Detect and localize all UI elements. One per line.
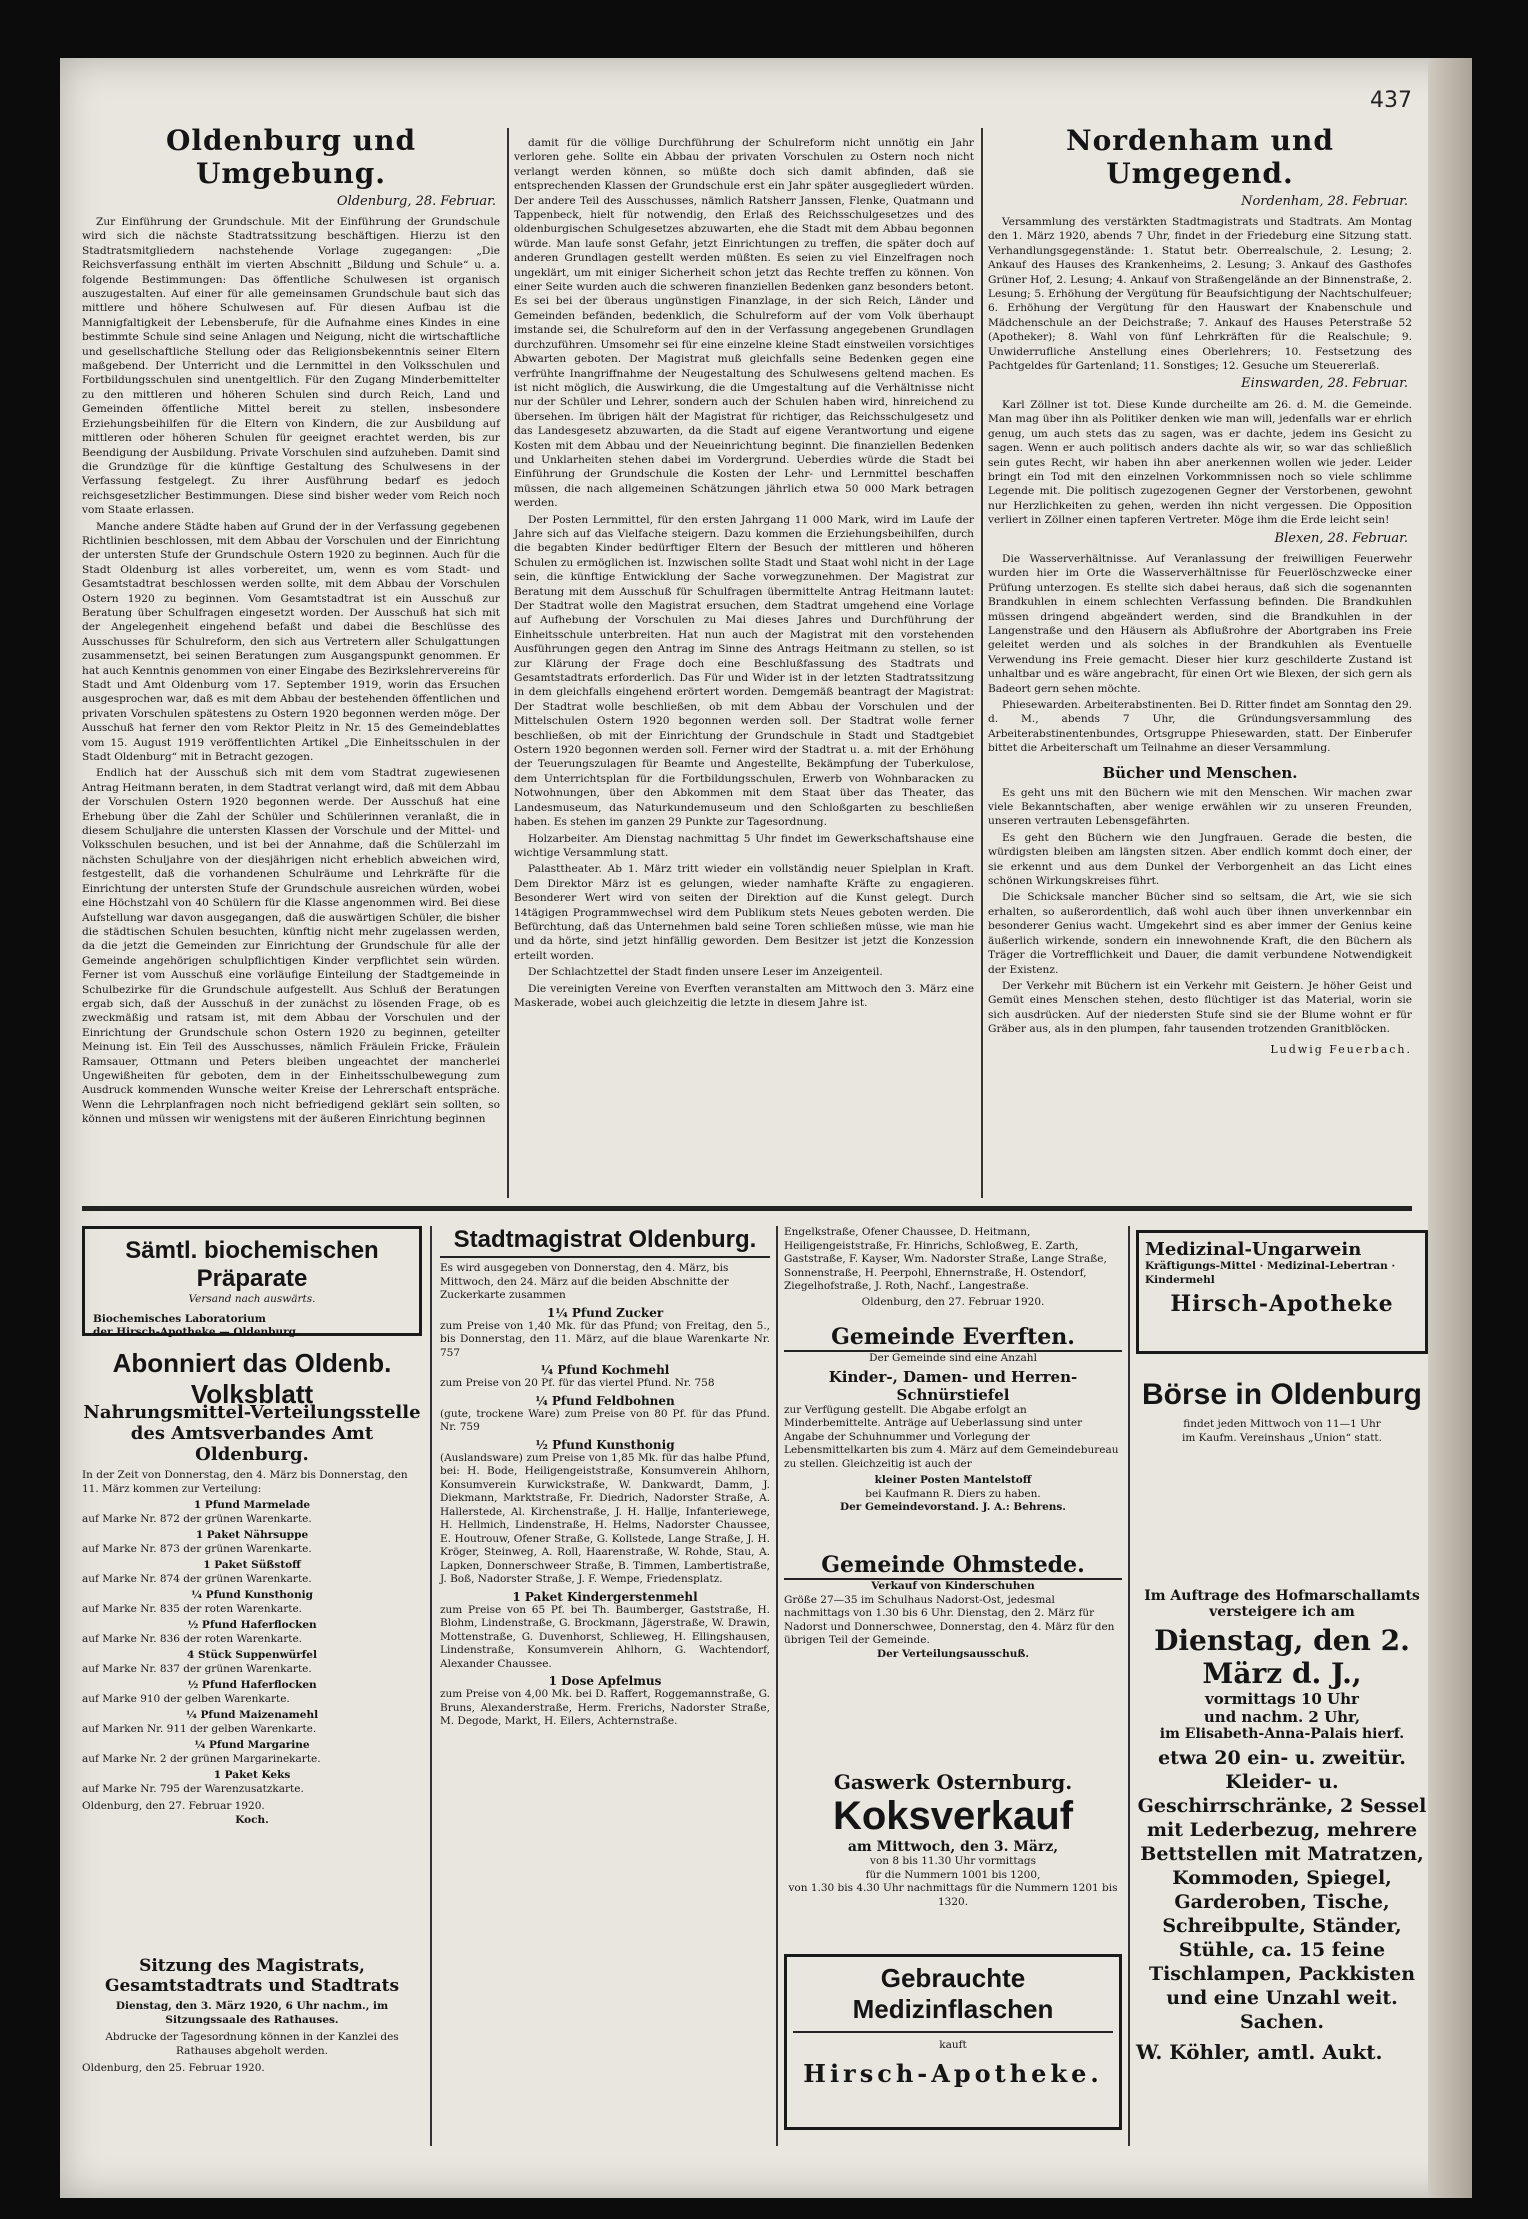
ration-item [82, 1769, 422, 1796]
section-title-nordenham: Nordenham und Umgegend. [1066, 124, 1334, 190]
magistrat-item-quantity: ¼ Pfund Feldbohnen [535, 1393, 675, 1408]
ration-item-name: 1 Paket Süßstoff [203, 1559, 301, 1571]
ration-item [82, 1559, 422, 1586]
ration-item [82, 1649, 422, 1676]
ads-divider [82, 1206, 1412, 1211]
ration-item-name: 1 Pfund Marmelade [193, 1499, 311, 1511]
magistrat-item [440, 1590, 770, 1672]
ration-item-name: 4 Stück Suppenwürfel [187, 1649, 317, 1661]
paragraph: Versammlung des verstärkten Stadtmagistrats und Stadtrats. Am Montag den 1. März 1920, abends 7 Uhr, findet in der Friedeburg eine Sitzung statt. Verhandlungsgegenstände: 1. Statut betr. Oberrealschule, 2. Lesung; 2. Ankauf des Hauses des Krankenheims, 2. Lesung; 3. Ankauf des Gasthofes Grüner Hof, 2. Lesung; 4. Ankauf von Straßengelände an der Binnenstraße, 2. Lesung; 5. Erhöhung der Vergütung für Beaufsichtigung der Nachtschulfeuer; 6. Erhöhung der Vergütung für den Hauswart der Knabenschule und Mädchenschule an der Deichstraße; 7. Ankauf des Hauses Peterstraße 52 (Apotheker); 8. Wahl von fünf Lehrkräften für die Realschule; 9. Unwiderrufliche Anstellung eines Oberlehrers; 10. Festsetzung des Pachtgeldes für Gartenland; 11. Sonstiges; 12. Gesuche um Steuererlaß. [988, 216, 1412, 373]
paragraph: Manche andere Städte haben auf Grund der in der Verfassung gegebenen Richtlinien beschlossen, mit dem Abbau der Vorschulen und der Einrichtung der untersten Stufe der Grundschule Ostern 1920 zu beginnen. Auch für die Stadt Oldenburg ist alles vorbereitet, um, wenn es vom Stadt- und Gesamtstadtrat beschlossen werden sollte, mit dem Abbau der Vorschulen Ostern 1920 zu beginnen. Vom Gesamtstadtrat ist ein Ausschuß zur Beratung über Schulfragen eingesetzt worden. Der Ausschuß hat sich mit der Angelegenheit eingehend befaßt und dabei die Beschlüsse des Ausschusses für Schulreform, den sich aus Vertretern aller Schulgattungen zusammensetzt, bei seinen Beratungen zum Ausgangspunkt genommen. Er hat auch Kenntnis genommen von einer Eingabe des Bezirkslehrervereins für Stadt und Amt Oldenburg vom 17. September 1919, worin das Ersuchen ausgesprochen war, daß es mit dem Abbau der bestehenden öffentlichen und privaten Vorschulen spätestens zu Ostern 1920 begonnen werden möge. Der Ausschuß hat ferner den vom Rektor Pleitz in Nr. 15 des Gemeindeblattes vom 15. August 1919 veröffentlichten Artikel „Die Einheitsschulen in der Stadt Oldenburg“ mit in Betracht gezogen. [82, 520, 500, 764]
column-oldenburg [82, 124, 500, 1204]
paragraph: Endlich hat der Ausschuß sich mit dem vom Stadtrat zugewiesenen Antrag Heitmann beraten, in dem Stadtrat verlangt wird, daß mit dem Abbau der Vorschulen Ostern 1920 begonnen werde. Der Ausschuß hat eine Erhebung über die Zahl der Schüler und Schülerinnen veranlaßt, die in diesem Schuljahre die untersten Klassen der Vorschule und der Mittel- und Volksschulen besuchen, und ist bei der Annahme, daß die Schülerzahl im nächsten Schuljahre von der diesjährigen nicht erheblich abweichen wird, festgestellt, daß die vorhandenen Schulräume und Lehrkräfte für die Einrichtung der untersten Stufe der Grundschule ausreichen würden, wobei eine Höchstzahl von 40 Schülern für die Klasse angenommen wird. Bei diese Aufstellung war davon ausgegangen, daß die auswärtigen Schüler, die bisher die städtischen Schulen besuchten, künftig nicht mehr zugelassen werden, da die jetzt die Gemeinden zur Einrichtung der Grundschule für alle der Gemeinde angehörigen schulpflichtigen Kinder verpflichtet sein würden. Ferner ist vom Ausschuß eine vorläufige Einteilung der Stadtgemeinde in Schulbezirke für die Grundschule aufgestellt. Aus Schluß der Beratungen ergab sich, daß der Ausschuß in der zunächst zu lösenden Frage, ob es zweckmäßig und ratsam ist, mit dem Abbau der Vorschulen und der Einrichtung der Grundschule schon Ostern 1920 zu beginnen, geteilter Meinung ist. Ein Teil des Ausschusses, nämlich Fräulein Fricke, Fräulein Ramsauer, Ottmann und Peters bleiben ungeachtet der mancherlei Ungewißheiten für geboten, dem in der Einheitsschulbewegung zum Ausdruck kommenden Wunsche weiter Kreise der Lehrerschaft entspräche. Wenn die Lehrplanfragen noch nicht befriedigend geklärt sein sollten, so können und müssen wir wenigstens mit der äußeren Einrichtung beginnen [82, 767, 500, 1126]
column-nordenham [988, 124, 1412, 1204]
ration-item-name: ¼ Pfund Kunsthonig [191, 1589, 313, 1601]
notice-palasttheater: Palasttheater. Ab 1. März tritt wieder ein vollständig neuer Spielplan in Kraft. Dem Direktor März ist es gelungen, wieder namhafte Kräfte zu engagieren. Besonderer Wert wird von seiten der Direktion auf die Kunst gelegt. Durch 14tägigen Programmwechsel wird dem Publikum stets Neues geboten werden. Die Befürchtung, daß das Unternehmen bald seine Toren schließen müsse, wie man hie und da hörte, sind jetzt hinfällig geworden. Dem Besitzer ist jetzt die Konzession erteilt worden. [514, 863, 974, 962]
magistrat-item-quantity: 1 Paket Kindergerstenmehl [512, 1589, 698, 1604]
magistrat-list [440, 1306, 770, 1729]
magistrat-item-text: zum Preise von 4,00 Mk. bei D. Raffert, Roggemannstraße, G. Bruns, Alexanderstraße, Herm. Frerichs, Nadorster Straße, M. Degode, Markt, H. Eilers, Achternstraße. [440, 1688, 770, 1727]
ration-item-name: ¼ Pfund Margarine [194, 1739, 310, 1751]
ration-item-detail: auf Marke Nr. 835 der roten Warenkarte. [82, 1602, 303, 1615]
paragraph: Zur Einführung der Grundschule. Mit der Einführung der Grundschule wird sich die nächste Stadtratssitzung beschäftigen. Hierzu ist den Stadtratsmitgliedern nachstehende Vorlage zugegangen: „Die Reichsverfassung enthält im vierten Abschnitt „Bildung und Schule“ u. a. folgende Bestimmungen: Das öffentliche Schulwesen ist organisch auszugestalten. Auf einer für alle gemeinsamen Grundschule baut sich das mittlere und höhere Schulwesen auf. Für diesen Aufbau ist die Mannigfaltigkeit der Lebensberufe, für die Aufnahme eines Kindes in eine bestimmte Schule sind seine Anlagen und Neigung, nicht die wirtschaftliche und gesellschaftliche Stellung oder das Religionsbekenntnis seiner Eltern maßgebend. Der Unterricht und die Lernmittel in den Volksschulen und Fortbildungsschulen sind unentgeltlich. Für den Zugang Minderbemittelter zu den mittleren und höheren Schulen sind durch Reich, Land und Gemeinden öffentliche Mittel bereit zu stellen, insbesondere Erziehungsbeihilfen für die Eltern von Kindern, die zur Ausbildung auf mittleren oder höheren Schulen für geeignet erachtet werden, bis zur Beendigung der Ausbildung. Private Vorschulen sind aufzuheben. Damit sind die Grundzüge für die künftige Gestaltung des Schulwesens in der Verfassung festgelegt. Zu ihrer Ausführung bedarf es jedoch reichsgesetzlicher Bestimmungen. Diese sind bisher weder vom Reich noch vom Staate erlassen. [82, 216, 500, 517]
notice-vereine: Die vereinigten Vereine von Everften veranstalten am Mittwoch den 3. März eine Maskerade, wobei auch gleichzeitig die letzte in diesem Jahre ist. [514, 982, 974, 1009]
ad-boerse: Börse in Oldenburg findet jeden Mittwoch von 11—1 Uhr im Kaufm. Vereinshaus „Union“ statt. [1141, 1378, 1423, 1444]
ration-item [82, 1679, 422, 1706]
column-rule [430, 1226, 432, 2146]
paragraph: Karl Zöllner ist tot. Diese Kunde durcheilte am 26. d. M. die Gemeinde. Man mag über ihn als Politiker denken wie man will, jedenfalls war er ehrlich genug, um auch stets das zu sagen, was er dachte, jedem ins Gesicht zu sagen. Wenn er auch politisch anders dachte als wir, so war das schließlich sein gutes Recht, wir haben ihn aber anerkennen wollen wie jeder. Leider bringt ein Tod mit den einzelnen Vorkommnissen noch so viele schlimme Legende mit. Die politisch zugezogenen Gegner der Verstorbenen, gewohnt nur Herzlichkeiten zu gehen, werden ihn nicht vergessen. Die Opposition verliert in Zöllner einen tapferen Vertreter. Möge ihm die Erde leicht sein! [988, 398, 1412, 527]
ration-item-detail: auf Marke Nr. 2 der grünen Margarinekarte. [82, 1752, 321, 1765]
column-continuation [514, 136, 974, 1206]
ad-versteigerung: Im Auftrage des Hofmarschallamts versteigere ich am Dienstag, den 2. März d. J., vormittags 10 Uhr und nachm. 2 Uhr, im Elisabeth-Anna-Palais hierf. etwa 20 ein- u. zweitür. Kleider- u. Geschirrschränke, 2 Sessel mit Lederbezug, mehrere Bettstellen mit Matratzen, Kommoden, Spiegel, Garderoben, Tische, Schreibpulte, Ständer, Stühle, ca. 15 feine Tischlampen, Packkisten und eine Unzahl weit. Sachen. W. Köhler, amtl. Aukt. [1136, 1588, 1427, 2064]
magistrat-item-text: zum Preise von 65 Pf. bei Th. Baumberger, Gaststraße, H. Blohm, Lindenstraße, G. Brockmann, Jägerstraße, W. Drawin, Mottenstraße, G. Duvenhorst, Schlieweg, H. Ellingshausen, Lindenstraße, Konsumverein Ahlhorn, G. Wachtendorf, Alexander Chaussee. [440, 1603, 770, 1670]
magistrat-item-quantity: ¼ Pfund Kochmehl [540, 1363, 670, 1377]
ration-item-detail: auf Marke Nr. 836 der roten Warenkarte. [82, 1632, 303, 1645]
section-title-oldenburg: Oldenburg und Umgebung. [165, 124, 417, 190]
ration-item-detail: auf Marke Nr. 874 der grünen Warenkarte. [82, 1572, 312, 1585]
magistrat-item-quantity: ½ Pfund Kunsthonig [535, 1437, 675, 1452]
magistrat-item-quantity: 1 Dose Apfelmus [548, 1674, 662, 1688]
ad-everften: Gemeinde Everften. Der Gemeinde sind eine Anzahl Kinder-, Damen- und Herren-Schnürstiefel zur Verfügung gestellt. Die Abgabe erfolgt an Minderbemittelte. Anträge auf Ueberlassung sind unter Angabe der Schuhnummer und Vorlegung der Lebensmittelkarten bis zum 4. März auf dem Gemeindebureau zu stellen. Gleichzeitig ist auch der kleiner Posten Mantelstoff bei Kaufmann R. Diers zu haben. Der Gemeindevorstand. J. A.: Behrens. [784, 1324, 1122, 1546]
ration-item-name: 1 Paket Keks [213, 1769, 291, 1781]
author-signature: Ludwig Feuerbach. [1270, 1042, 1412, 1056]
paragraph: Der Verkehr mit Büchern ist ein Verkehr mit Geistern. Je höher Geist und Gemüt eines Menschen stehen, desto flüchtiger ist das Material, worin sie sich ausdrücken. Auf der niedersten Stufe sind sie der Blume wohnt er für Gräber aus, als in den plumpen, fahr tausenden trotzenden Granitblöcken. [988, 979, 1412, 1036]
ration-list [82, 1499, 422, 1796]
notice-holzarbeiter: Holzarbeiter. Am Dienstag nachmittag 5 Uhr findet im Gewerkschaftshause eine wichtige Versammlung statt. [514, 832, 974, 859]
column-rule [981, 128, 983, 1198]
ration-item-name: ½ Pfund Haferflocken [187, 1619, 317, 1631]
ration-item [82, 1589, 422, 1616]
ad-verteilungsstelle: Nahrungsmittel-Verteilungsstelle des Amtsverbandes Amt Oldenburg. In der Zeit von Donnerstag, den 4. März bis Donnerstag, den 11. März kommen zur Verteilung: 1 Pfund Marmelade auf Marke Nr. 872 der grünen Warenkarte. 1 Paket Nährsuppe auf Marke Nr. 873 der grünen Warenkarte. 1 Paket Süßstoff auf Marke Nr. 874 der grünen Warenkarte. ¼ Pfund Kunsthonig auf Marke Nr. 835 der roten Warenkarte. ½ Pfund Haferflocken auf Marke Nr. 836 der roten Warenkarte. 4 Stück Suppenwürfel auf Marke Nr. 837 der grünen Warenkarte. ½ Pfund Haferflocken auf Marke 910 der gelben Warenkarte. ¼ Pfund Maizenamehl auf Marken Nr. 911 der gelben Warenkarte. ¼ Pfund Margarine auf Marke Nr. 2 der grünen Margarinekarte. 1 Paket Keks auf Marke Nr. 795 der Warenzusatzkarte. Oldenburg, den 27. Februar 1920. Koch. [82, 1402, 421, 1826]
ad-medizinal-ungarwein: Medizinal-Ungarwein Kräftigungs-Mittel · Medizinal-Lebertran · Kindermehl Hirsch-Apotheke [1136, 1230, 1428, 1354]
ration-item [82, 1499, 422, 1526]
ad-sitzung: Sitzung des Magistrats, Gesamtstadtrats und Stadtrats Dienstag, den 3. März 1920, 6 Uhr nachm., im Sitzungssaale des Rathauses. Abdrucke der Tagesordnung können in der Kanzlei des Rathauses abgeholt werden. Oldenburg, den 25. Februar 1920. [82, 1956, 400, 2074]
ration-item [82, 1529, 422, 1556]
article-grundschule [82, 215, 500, 1127]
magistrat-item-quantity: 1¼ Pfund Zucker [546, 1305, 664, 1320]
ration-item-detail: auf Marken Nr. 911 der gelben Warenkarte. [82, 1722, 317, 1735]
paragraph: damit für die völlige Durchführung der Schulreform nicht unnötig ein Jahr verloren gehe. Sollte ein Abbau der privaten Vorschulen zu Ostern noch nicht verlangt werden können, so müßte doch sich damit abfinden, daß sie entsprechenden Klassen der Grundschule erst ein Jahr später ausgegliedert würden. Der andere Teil des Ausschusses, nämlich Ratsherr Janssen, Flenke, Quatmann und Tappenbeck, hielt für notwendig, den Erlaß des Reichsschulgesetzes und des oldenburgischen Schulgesetzes abzuwarten, ehe die Stadt mit dem Abbau begonnen würde. Man laufe sonst Gefahr, jetzt Einrichtungen zu treffen, die später doch auf anderen Grundlagen gestellt werden müßten. Es seien zu viel Einzelfragen noch ungeklärt, um mit einiger Sicherheit schon jetzt das Rechte treffen zu können. Von einer Seite wurden auch die schweren finanziellen Bedenken ganz besonders betont. Es sei bei der überaus ungünstigen Finanzlage, in der sich Reich, Länder und Gemeinden befänden, bedenklich, die Schulreform auf der vom Volk überhaupt imstande sei, die Schulreform auf den in der Verfassung angegebenen Grundlagen durchzuführen. Umsomehr sei für eine einzelne kleine Stadt einstweilen vorsichtiges Abwarten geboten. Der Magistrat muß gleichfalls seine Bedenken gegen eine verfrühte Inangriffnahme der Neugestaltung des Schulwesens geltend machen. Es ist nicht möglich, die Auswirkung, die die Umgestaltung auf die Verhältnisse nicht nur der Schüler und Lehrer, sondern auch der Schulen haben wird, hinreichend zu übersehen. Im übrigen hält der Magistrat für richtiger, das Reichsschulgesetz und das Landesgesetz abzuwarten, da die Stadt auf eigene Verantwortung und eigene Kosten mit dem Abbau und der Neueinrichtung beginnt. Die finanziellen Bedenken und Unklarheiten stehen dabei im Vordergrund. Ueberdies würde die Stadt bei Einführung der Grundschule die Kosten der Lehr- und Lernmittel beschaffen müssen, die nach allgemeinen Schätzungen jährlich etwa 50 000 Mark betragen werden. [514, 137, 974, 510]
paragraph: Es geht uns mit den Büchern wie mit den Menschen. Wir machen zwar viele Bekanntschaften, aber wenige erwählen wir zu unseren Freunden, unseren vertrauten Lebensgefährten. [988, 786, 1412, 828]
magistrat-item-text: zum Preise von 20 Pf. für das viertel Pfund. Nr. 758 [440, 1377, 715, 1389]
ration-item [82, 1709, 422, 1736]
magistrat-item [440, 1674, 770, 1729]
ration-item-name: ½ Pfund Haferflocken [187, 1679, 317, 1691]
ration-item-name: ¼ Pfund Maizenamehl [185, 1709, 319, 1721]
ration-item-detail: auf Marke Nr. 872 der grünen Warenkarte. [82, 1512, 312, 1525]
dateline-oldenburg: Oldenburg, 28. Februar. [336, 194, 496, 209]
ration-item-detail: auf Marke 910 der gelben Warenkarte. [82, 1692, 290, 1705]
ration-item-detail: auf Marke Nr. 795 der Warenzusatzkarte. [82, 1782, 304, 1795]
ration-item-detail: auf Marke Nr. 873 der grünen Warenkarte. [82, 1542, 312, 1555]
paragraph: Die Wasserverhältnisse. Auf Veranlassung der freiwilligen Feuerwehr wurden hier im Orte die Wasserverhältnisse für Feuerlöschzwecke einer Prüfung unterzogen. Es stellte sich dabei heraus, daß sich die sogenannten Brandkuhlen in einem schlechten Verfassung befinden. Die Brandkuhlen müssen dringend abgeändert werden, sind die Brandkuhlen in der Langenstraße und den Häusern als Abflußrohre der Abortgraben ins Freie geleitet werden und als solches in der Brandkuhlen als Eventuelle Verwendung ins Freie gemacht. Dieser hier kurz geschilderte Zustand ist unhaltbar und es wäre angebracht, für einen Ort wie Blexen, der sich gern als Badeort gern sehen möchte. [988, 552, 1412, 695]
ad-ohmstede: Gemeinde Ohmstede. Verkauf von Kinderschuhen Größe 27—35 im Schulhaus Nadorst-Ost, jedesmal nachmittags von 1.30 bis 6 Uhr. Dienstag, den 2. März für Nadorst und Donnerschwee, Donnerstag, den 4. März für den übrigen Teil der Gemeinde. Der Verteilungsausschuß. [784, 1552, 1122, 1762]
heading-buecher: Bücher und Menschen. [1102, 763, 1298, 782]
notice-schlachtzettel: Der Schlachtzettel der Stadt finden unsere Leser im Anzeigenteil. [528, 966, 883, 979]
ad-medizinflaschen: Gebrauchte Medizinflaschen kauft Hirsch-Apotheke. [784, 1954, 1122, 2130]
ration-item-detail: auf Marke Nr. 837 der grünen Warenkarte. [82, 1662, 312, 1675]
ration-item-name: 1 Paket Nährsuppe [195, 1529, 309, 1541]
ad-biochemisch: Sämtl. biochemischen Präparate Versand nach auswärts. Biochemisches Laboratorium der Hirsch-Apotheke — Oldenburg. [82, 1226, 422, 1336]
paragraph: Es geht den Büchern wie den Jungfrauen. Gerade die besten, die würdigsten bleiben am längsten sitzen. Aber endlich kommt doch einer, der sie erkennt und aus dem Dunkel der Verborgenheit an das Licht eines schönen Wirkungskreises führt. [988, 831, 1412, 888]
ration-item [82, 1619, 422, 1646]
magistrat-item [440, 1438, 770, 1587]
paragraph: Phiesewarden. Arbeiterabstinenten. Bei D. Ritter findet am Sonntag den 29. d. M., abends 7 Uhr, die Gründungsversammlung des Arbeiterabstinentenbundes, Ortsgruppe Phiesewarden, statt. Der Einberufer bittet die Arbeiterschaft um Teilnahme an dieser Versammlung. [988, 699, 1412, 755]
paragraph: Der Posten Lernmittel, für den ersten Jahrgang 11 000 Mark, wird im Laufe der Jahre sich auf das Vielfache steigern. Dazu kommen die Erziehungsbeihilfen, durch die begabten Kinder bedürftiger Eltern der Besuch der mittleren und höheren Schulen zu ermöglichen ist. Inzwischen sollte Stadt und Staat wohl nicht in der Lage sein, die künftige Entwicklung der Sache vorwegzunehmen. Der Magistrat zur Beratung mit dem Ausschuß für Schulfragen übermittelte Antrag Heitmann lautet: Der Stadtrat wolle den Magistrat ersuchen, dem Stadtrat umgehend eine Vorlage auf Aufhebung der Vorschulen zu Mai dieses Jahres und Durchführung der Einheitsschule unterbreiten. Hat nun auch der Magistrat mit den vorstehenden Ausführungen gegen den Antrag im Sinne des Antrags Heitmann zu stellen, so ist zur Klärung der Frage doch eine Beschlußfassung des Stadtrats und Gesamtstadtrats erforderlich. Das Für und Wider ist in der letzten Stadtratssitzung in dem gleichfalls eingehend erörtert worden. Demgemäß beantragt der Magistrat: Der Stadtrat wolle beschließen, ob mit dem Abbau der Vorschulen und der Mittelschulen Ostern 1920 begonnen werden soll. Der Stadtrat wolle ferner beschließen, ob mit der Einrichtung der Grundschule in Stadt und Stadtgebiet Ostern 1920 begonnen werden soll. Ferner wird der Stadtrat u. a. mit der Erhöhung der Teuerungszulagen für Beamte und Angestellte, Bekämpfung der Tuberkulose, dem Unterrichtsplan für die Fortbildungsschulen, Erwerb von Wohnbaracken zu Notwohnungen, über den Abkommen mit dem Staat über das Theater, das Landesmuseum, das Naturkundemuseum und den Schloßgarten zu beschließen haben. Es stehen im ganzen 29 Punkte zur Tagesordnung. [514, 513, 974, 829]
dateline-nordenham: Nordenham, 28. Februar. [1241, 194, 1408, 209]
column-rule [776, 1226, 778, 2146]
ad-gaswerk: Gaswerk Osternburg. Koksverkauf am Mittwoch, den 3. März, von 8 bis 11.30 Uhr vormittags für die Nummern 1001 bis 1200, von 1.30 bis 4.30 Uhr nachmittags für die Nummern 1201 bis 1320. [788, 1770, 1118, 1908]
page-number: 437 [1370, 88, 1412, 113]
book-spine [1428, 58, 1472, 2198]
ad-shops: Engelkstraße, Ofener Chaussee, D. Heitmann, Heiligengeiststraße, Fr. Hinrichs, Schloßweg, E. Zarth, Gaststraße, F. Kayser, Wm. Nadorster Straße, Lange Straße, Sonnenstraße, H. Peerpohl, Ehnernstraße, H. Ostendorf, Ziegelhofstraße, J. Roth, Nachf., Langestraße. Oldenburg, den 27. Februar 1920. [784, 1226, 1107, 1308]
magistrat-item-text: zum Preise von 1,40 Mk. für das Pfund; von Freitag, den 5., bis Donnerstag, den 11. März, auf die blaue Warenkarte Nr. 757 [440, 1319, 770, 1359]
magistrat-item [440, 1394, 770, 1435]
newspaper-page [60, 58, 1472, 2198]
magistrat-item [440, 1306, 770, 1361]
paragraph: Die Schicksale mancher Bücher sind so seltsam, die Art, wie sie sich erhalten, so außerordentlich, daß wohl auch über ihnen unverkennbar ein besonderer Genius wacht. Umgekehrt sind es aber immer der Genius keine äußerlich wirkende, sondern ein innewohnende Kraft, die den Büchern als Träger die Vortrefflichkeit und Dauer, die damit verbundene Notwendigkeit der Existenz. [988, 891, 1412, 976]
column-rule [507, 128, 509, 1198]
ration-item [82, 1739, 422, 1766]
ad-abonniert: Abonniert das Oldenb. Volksblatt [112, 1348, 392, 1409]
dateline-blexen: Blexen, 28. Februar. [1274, 530, 1408, 546]
magistrat-item-text: (Auslandsware) zum Preise von 1,85 Mk. für das halbe Pfund, bei: H. Bode, Heiligengeiststraße, Konsumverein Ahlhorn, Konsumverein Kurwickstraße, W. Dankwardt, Damm, J. Diekmann, Marktstraße, Fr. Diedrich, Nadorster Straße, A. Hallerstede, Al. Kirchenstraße, J. H. Hallje, Infanteriewege, H. Hellmich, Lindenstraße, H. Helms, Nadorster Chaussee, E. Houtrouw, Ofener Straße, G. Kollstede, Lange Straße, J. H. Kröger, Steinweg, A. Roll, Haarenstraße, W. Rohde, Stau, A. Lapken, Donnerschweer Straße, B. Timmen, Lambertistraße, J. Boß, Nadorster Straße, J. F. Wempe, Friedensplatz. [440, 1451, 770, 1585]
ad-stadtmagistrat: Stadtmagistrat Oldenburg. Es wird ausgegeben von Donnerstag, den 4. März, bis Mittwoch, den 24. März auf die beiden Abschnitte der Zuckerkarte zusammen 1¼ Pfund Zucker zum Preise von 1,40 Mk. für das Pfund; von Freitag, den 5., bis Donnerstag, den 11. März, auf die blaue Warenkarte Nr. 757 ¼ Pfund Kochmehl zum Preise von 20 Pf. für das viertel Pfund. Nr. 758 ¼ Pfund Feldbohnen (gute, trockene Ware) zum Preise von 80 Pf. für das Pfund. Nr. 759 ½ Pfund Kunsthonig (Auslandsware) zum Preise von 1,85 Mk. für das halbe Pfund, bei: H. Bode, Heiligengeiststraße, Konsumverein Ahlhorn, Konsumverein Kurwickstraße, W. Dankwardt, Damm, J. Diekmann, Marktstraße, Fr. Diedrich, Nadorster Straße, A. Hallerstede, Al. Kirchenstraße, J. H. Hallje, Infanteriewege, H. Hellmich, Lindenstraße, H. Helms, Nadorster Chaussee, E. Houtrouw, Ofener Straße, G. Kollstede, Lange Straße, J. H. Kröger, Steinweg, A. Roll, Haarenstraße, W. Rohde, Stau, A. Lapken, Donnerschweer Straße, B. Timmen, Lambertistraße, J. Boß, Nadorster Straße, J. F. Wempe, Friedensplatz. 1 Paket Kindergerstenmehl zum Preise von 65 Pf. bei Th. Baumberger, Gaststraße, H. Blohm, Lindenstraße, G. Brockmann, Jägerstraße, W. Drawin, Mottenstraße, G. Duvenhorst, Schlieweg, H. Ellingshausen, Lindenstraße, Konsumverein Ahlhorn, G. Wachtendorf, Alexander Chaussee. 1 Dose Apfelmus zum Preise von 4,00 Mk. bei D. Raffert, Roggemannstraße, G. Bruns, Alexanderstraße, Herm. Frerichs, Nadorster Straße, M. Degode, Markt, H. Eilers, Achternstraße. [440, 1226, 770, 1727]
magistrat-item [440, 1363, 770, 1391]
dateline-einswarden: Einswarden, 28. Februar. [1241, 376, 1408, 392]
column-rule [1128, 1226, 1130, 2146]
magistrat-item-text: (gute, trockene Ware) zum Preise von 80 Pf. für das Pfund. Nr. 759 [440, 1407, 770, 1433]
